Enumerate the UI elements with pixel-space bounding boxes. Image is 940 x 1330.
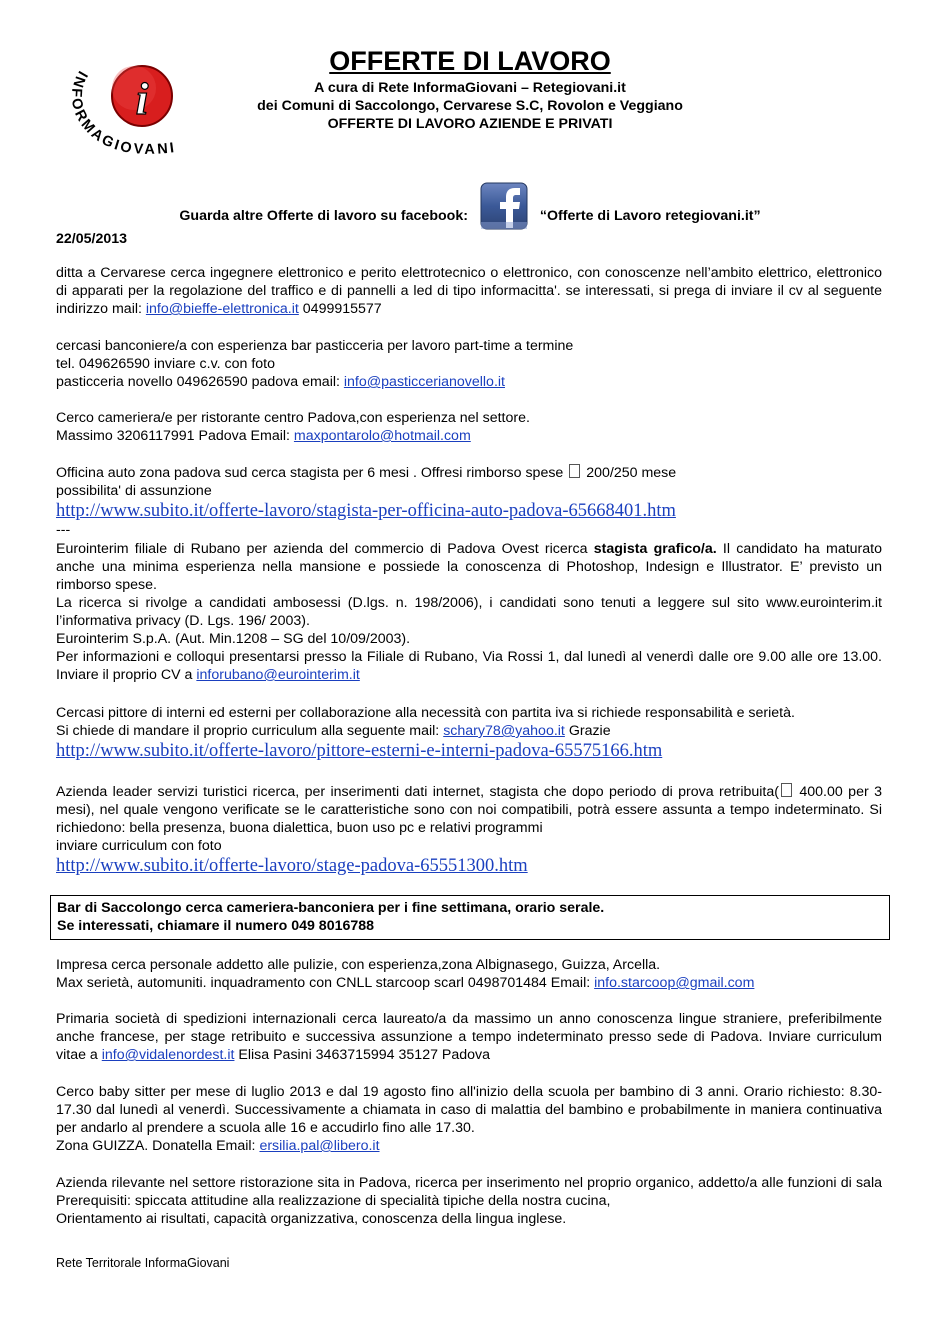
offer-1-text: ditta a Cervarese cerca ingegnere elettronico e perito elettrotecnico o elettronico, con conoscenze nell’ambito elettrico, elettronico di apparati per la regolazione del traffico e di pannelli a led di tipo informacitta'. se interessati, si prega di inviare il cv al seguente indirizzo mail: (56, 265, 882, 317)
offer-5-p1b: Il candidato ha maturato anche una minima esperienza nella mansione e possiede la conoscenza di Photoshop, Indesign e Illustrator. E’ previsto un rimborso spese. (56, 541, 883, 593)
offer-6-email-link[interactable]: schary78@yahoo.it (443, 723, 565, 739)
offer-9 (56, 956, 882, 992)
offer-11-text: Cerco baby sitter per mese di luglio 2013 e dal 19 agosto fino all'inizio della scuola per bambino di 3 anni. Orario richiesto: 8.30-17.30 dal lunedì al venerdì. Successivamente a chiamata in caso di malattia del bambino e probabilmente in maniera continuativa per andarlo al prendere a scuola alle 16 e accudirlo fino alle 17.30. (56, 1084, 882, 1136)
offer-10-after: Elisa Pasini 3463715994 35127 Padova (234, 1047, 491, 1063)
offer-3 (56, 409, 882, 445)
offer-3-line2: Massimo 3206117991 Padova Email: (56, 428, 294, 444)
offer-8-boxed (50, 895, 890, 940)
facebook-prefix: Guarda altre Offerte di lavoro su facebook: (179, 208, 468, 224)
offer-1-phone: 0499915577 (298, 301, 382, 317)
facebook-icon[interactable] (480, 182, 528, 230)
offer-6-line2: Si chiede di mandare il proprio curriculum alla seguente mail: (56, 723, 444, 739)
offer-6-url-link[interactable]: http://www.subito.it/offerte-lavoro/pittore-esterni-e-interni-padova-65575166.htm (56, 741, 663, 761)
offer-3-line1: Cerco cameriera/e per ristorante centro Padova,con esperienza nel settore. (56, 410, 530, 426)
offer-6 (56, 704, 882, 762)
offer-4-line1a: Officina auto zona padova sud cerca stagista per 6 mesi . Offresi rimborso spese (56, 465, 568, 481)
offer-7 (56, 783, 882, 877)
page-title: OFFERTE DI LAVORO (329, 46, 611, 76)
offer-5-p2: La ricerca si rivolge a candidati ambosessi (D.lgs. n. 198/2006), i candidati sono tenuti a leggere sul sito www.eurointerim.it l’informativa privacy (D. Lgs. 196/ 2003). (56, 595, 882, 629)
offer-2-email-link[interactable]: info@pasticcerianovello.it (343, 374, 505, 390)
offer-9-line2: Max serietà, automuniti. inquadramento con CNLL starcoop scarl 0498701484 Email: (56, 975, 595, 991)
offer-1 (56, 264, 882, 318)
offer-2-line2: tel. 049626590 inviare c.v. con foto (56, 356, 275, 372)
logo-text: INFORMAGIOVANI (67, 67, 178, 158)
offer-8-line1: Bar di Saccolongo cerca cameriera-banconiera per i fine settimana, orario serale. (57, 900, 605, 916)
offer-1-email-link[interactable]: info@bieffe-elettronica.it (145, 301, 299, 317)
offer-3-email-link[interactable]: maxpontarolo@hotmail.com (293, 428, 471, 444)
offer-11 (56, 1083, 882, 1155)
offer-6-after: Grazie (564, 723, 611, 739)
page-footer: Rete Territorale InformaGiovani (56, 1256, 230, 1270)
offer-11-line2: Zona GUIZZA. Donatella Email: (56, 1138, 260, 1154)
offer-10-text: Primaria società di spedizioni internazionali cerca laureato/a da massimo un anno conoscenza lingue straniere, preferibilmente anche francese, per stage retribuito e successiva assunzione a tempo indeterminato presso sede di Padova. Inviare curriculum vitae a (56, 1011, 882, 1063)
subtitle-municipalities: dei Comuni di Saccolongo, Cervarese S.C, Rovolon e Veggiano (257, 98, 683, 114)
offer-8-line2: Se interessati, chiamare il numero 049 8016788 (57, 918, 375, 934)
offer-2-line1: cercasi banconiere/a con esperienza bar pasticceria per lavoro part-time a termine (56, 338, 574, 354)
offer-2-line3: pasticceria novello 049626590 padova email: (56, 374, 344, 390)
facebook-suffix: “Offerte di Lavoro retegiovani.it” (539, 208, 761, 224)
euro-symbol-placeholder (569, 464, 580, 478)
offer-7-line2: inviare curriculum con foto (56, 838, 222, 854)
offer-4-url-link[interactable]: http://www.subito.it/offerte-lavoro/stagista-per-officina-auto-padova-65668401.htm (56, 501, 676, 521)
facebook-line (0, 192, 940, 240)
offer-12 (56, 1174, 882, 1228)
offer-5-p1-bold: stagista grafico/a. (593, 541, 717, 557)
logo-glyph: i (135, 73, 149, 124)
subtitle-curated-by: A cura di Rete InformaGiovani – Retegiovani.it (314, 80, 626, 96)
offer-5-p3: Eurointerim S.p.A. (Aut. Min.1208 – SG del 10/09/2003). (56, 631, 411, 647)
offer-12-text: Azienda rilevante nel settore ristorazione sita in Padova, ricerca per inserimento nel proprio organico, addetto/a alle funzioni di sala Prerequisiti: spiccata attitudine alla realizzazione di specialità tipiche della nostra cucina, (56, 1175, 882, 1209)
offer-11-email-link[interactable]: ersilia.pal@libero.it (259, 1138, 380, 1154)
offer-7-text1: Azienda leader servizi turistici ricerca, per inserimenti dati internet, stagista che dopo periodo di prova retribuita( (56, 784, 779, 800)
offer-10 (56, 1010, 882, 1064)
offer-4-separator: --- (56, 522, 71, 538)
offer-2 (56, 337, 882, 391)
subtitle-section: OFFERTE DI LAVORO AZIENDE E PRIVATI (327, 116, 613, 132)
offer-4-line1b: 200/250 mese (582, 465, 677, 481)
offer-9-email-link[interactable]: info.starcoop@gmail.com (594, 975, 755, 991)
offer-7-text2: 400.00 per 3 mesi), nel quale vengono verificate se le caratteristiche sono con noi compatibili, potrà essere assunta a tempo indeterminato. Si richiedono: bella presenza, buona dialettica, buon uso pc e relativi programmi (56, 784, 882, 836)
offer-12-line2: Orientamento ai risultati, capacità organizzativa, conoscenza della lingua inglese. (56, 1211, 567, 1227)
offer-5-p1a: Eurointerim filiale di Rubano per azienda del commercio di Padova Ovest ricerca (56, 541, 594, 557)
offer-5 (56, 540, 882, 684)
offer-10-email-link[interactable]: info@vidalenordest.it (101, 1047, 235, 1063)
offer-4-line2: possibilita' di assunzione (56, 483, 212, 499)
offer-5-p4: Per informazioni e colloqui presentarsi presso la Filiale di Rubano, Via Rossi 1, dal lunedì al venerdì dalle ore 9.00 alle ore 13.00. Inviare il proprio CV a (56, 649, 882, 683)
offer-5-email-link[interactable]: inforubano@eurointerim.it (196, 667, 360, 683)
offer-6-line1: Cercasi pittore di interni ed esterni per collaborazione alla necessità con partita iva si richiede responsabilità e serietà. (56, 705, 795, 721)
offer-4 (56, 464, 882, 538)
date: 22/05/2013 (56, 231, 128, 247)
euro-symbol-placeholder (781, 783, 792, 797)
offer-9-line1: Impresa cerca personale addetto alle pulizie, con esperienza,zona Albignasego, Guizza, Arcella. (56, 957, 661, 973)
offer-7-url-link[interactable]: http://www.subito.it/offerte-lavoro/stage-padova-65551300.htm (56, 856, 528, 876)
